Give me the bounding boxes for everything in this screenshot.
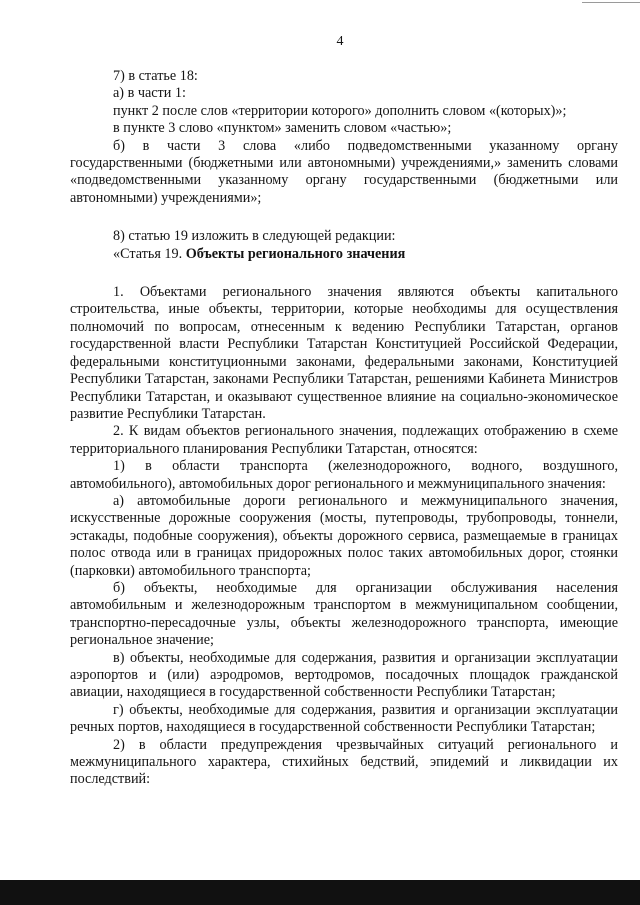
amendment-item-7: 7) в статье 18: xyxy=(113,68,198,84)
subitem-a: а) в части 1: xyxy=(113,85,186,102)
point-2-amendment: пункт 2 после слов «территории которого» дополнить словом «(которых)»; xyxy=(113,102,567,119)
point-3-amendment: в пункте 3 слово «пунктом» заменить словом «частью»; xyxy=(113,120,452,137)
clause-2-item-1-a: а) автомобильные дороги регионального и межмуниципального значения, искусственные дорожные сооружения (мосты, путепроводы, трубопроводы, тоннели, эстакады, подобные сооружения), объекты дорожного сервиса, размещаемые в границах полос отвода или в границах придорожных полос таких автомобильных дорог, стоянки (парковки) автомобильного транспорта; xyxy=(70,492,618,579)
subitem-b: б) в части 3 слова «либо подведомственными указанному органу государственными (бюджетными или автономными) учреждениями,» заменить словами «подведомственными указанному органу государственными (бюджетными или автономными) учреждениями»; xyxy=(70,137,618,206)
page-number: 4 xyxy=(336,34,344,49)
clause-2-item-1-v: в) объекты, необходимые для содержания, развития и организации эксплуатации аэропортов и (или) аэродромов, вертодромов, посадочных площадок гражданской авиации, находящиеся в государственной собственности Республики Татарстан; xyxy=(70,649,618,701)
document-body xyxy=(70,68,618,789)
clause-2-item-2: 2) в области предупреждения чрезвычайных ситуаций регионального и межмуниципального характера, стихийных бедствий, эпидемий и ликвидации их последствий: xyxy=(70,736,618,788)
article-prefix: «Статья 19. xyxy=(113,245,186,262)
clause-2: 2. К видам объектов регионального значения, подлежащих отображению в схеме территориального планирования Республики Татарстан, относятся: xyxy=(70,423,618,457)
clause-1: 1. Объектами регионального значения являются объекты капитального строительства, иные объекты, территории, которые необходимы для осуществления полномочий по вопросам, отнесенным к ведению Республики Татарстан, органов государственной власти Республики Татарстан Конституцией Российской Федерации, федеральными конституционными законами, федеральными законами, Конституцией Республики Татарстан, законами Республики Татарстан, решениями Кабинета Министров Республики Татарстан, и оказывают существенное влияние на социально-экономическое развитие Республики Татарстан. xyxy=(70,284,618,422)
clause-2-item-1: 1) в области транспорта (железнодорожного, водного, воздушного, автомобильного), автомобильных дорог регионального и межмуниципального значения: xyxy=(70,458,618,492)
top-edge-rule xyxy=(582,2,640,3)
clause-2-item-1-g: г) объекты, необходимые для содержания, развития и организации эксплуатации речных портов, находящиеся в государственной собственности Республики Татарстан; xyxy=(70,701,618,736)
scan-bottom-border xyxy=(0,880,640,905)
clause-2-item-1-b: б) объекты, необходимые для организации обслуживания населения автомобильным и железнодорожным транспортом в межмуниципальном сообщении, транспортно-пересадочные узлы, объекты железнодорожного транспорта, имеющие региональное значение; xyxy=(70,579,618,649)
article-title: Объекты регионального значения xyxy=(185,245,406,262)
amendment-item-8: 8) статью 19 изложить в следующей редакции: xyxy=(113,228,396,245)
article-heading xyxy=(70,246,618,263)
